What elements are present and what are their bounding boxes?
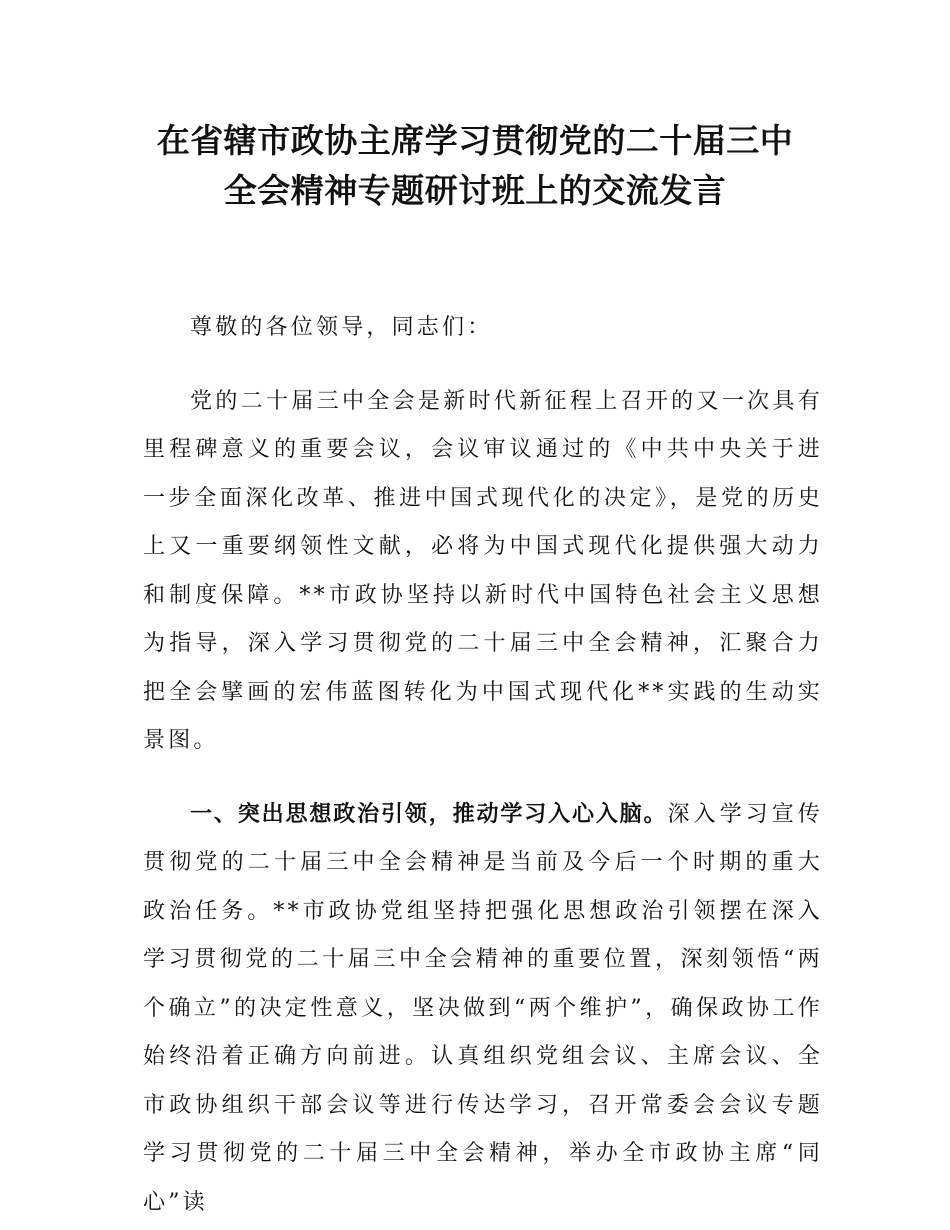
document-body (143, 304, 823, 1227)
salutation: 尊敬的各位领导，同志们： (190, 315, 493, 340)
document-title-line-2: 全会精神专题研讨班上的交流发言 (223, 171, 727, 210)
paragraph-intro: 党的二十届三中全会是新时代新征程上召开的又一次具有里程碑意义的重要会议，会议审议通过的《中共中央关于进一步全面深化改革、推进中国式现代化的决定》，是党的历史上又一重要纲领性文献，必将为中国式现代化提供强大动力和制度保障。**市政协坚持以新时代中国特色社会主义思想为指导，深入学习贯彻党的二十届三中全会精神，汇聚合力把全会擘画的宏伟蓝图转化为中国式现代化**实践的生动实景图。 (143, 388, 823, 753)
paragraph-section-1 (143, 791, 823, 1228)
document-title-line-1: 在省辖市政协主席学习贯彻党的二十届三中 (156, 121, 794, 160)
section-heading: 一、突出思想政治引领，推动学习入心入脑。 (190, 801, 668, 827)
section-text: 深入学习宣传贯彻党的二十届三中全会精神是当前及今后一个时期的重大政治任务。**市政协党组坚持把强化思想政治引领摆在深入学习贯彻党的二十届三中全会精神的重要位置，深刻领悟“两个确立”的决定性意义，坚决做到“两个维护”，确保政协工作始终沿着正确方向前进。认真组织党组会议、主席会议、全市政协组织干部会议等进行传达学习，召开常委会会议专题学习贯彻党的二十届三中全会精神，举办全市政协主席“同心”读 (143, 801, 823, 1215)
